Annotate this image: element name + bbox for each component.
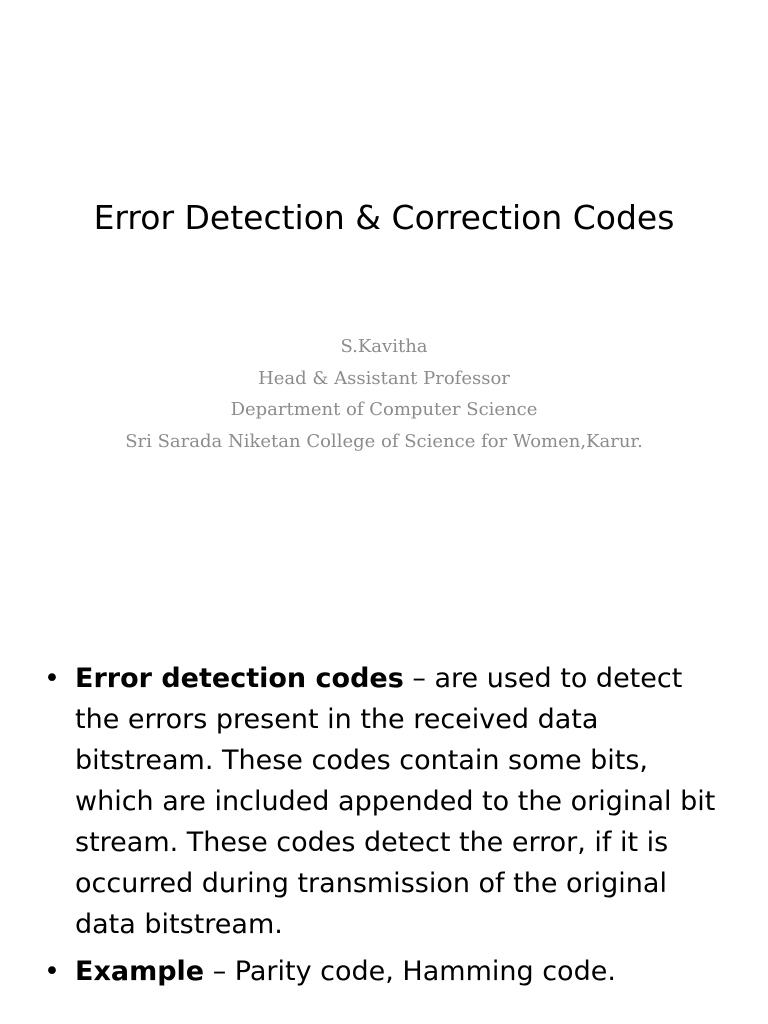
author-block: [0, 331, 768, 457]
bullet-list: [44, 658, 734, 998]
author-name: S.Kavitha: [340, 336, 428, 357]
bullet-marker: •: [44, 663, 60, 694]
bullet-marker: •: [44, 956, 60, 987]
bullet-text: – Parity code, Hamming code.: [204, 956, 616, 987]
bullet-error-detection-codes: [44, 658, 734, 945]
author-department: Department of Computer Science: [230, 399, 538, 420]
author-position: Head & Assistant Professor: [258, 367, 510, 389]
bullet-term: Error detection codes: [75, 663, 404, 694]
bullet-term: Example: [75, 956, 205, 987]
author-institution: Sri Sarada Niketan College of Science for Women,Karur.: [125, 430, 643, 452]
slide-title: Error Detection & Correction Codes: [93, 198, 675, 237]
bullet-text: – are used to detect the errors present in the received data bitstream. These codes contain some bits, which are included appended to the original bit stream. These codes detect the error, if it is occurred during transmission of the original data bitstream.: [75, 663, 716, 940]
bullet-example: [44, 951, 734, 992]
